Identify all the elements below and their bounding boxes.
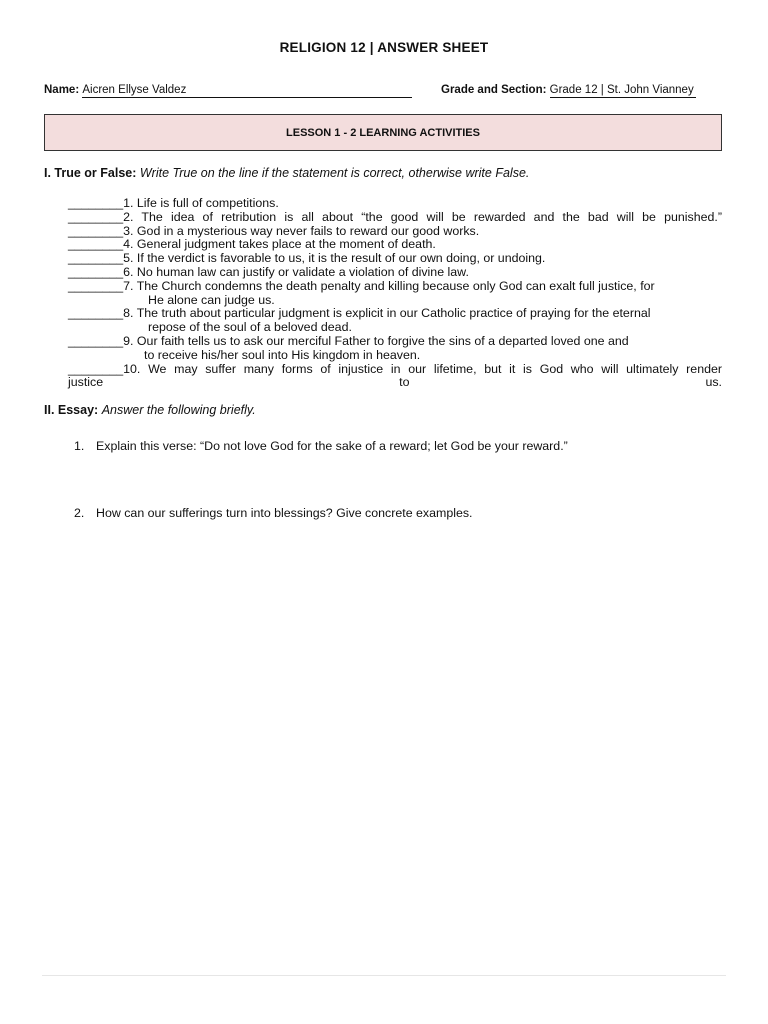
answer-blank: ________ <box>68 361 124 376</box>
item-continuation: to receive his/her soul into His kingdom in heaven. <box>144 347 421 362</box>
item-text: 4. General judgment takes place at the moment of death. <box>123 237 436 252</box>
list-item <box>68 266 722 280</box>
list-item <box>68 211 722 225</box>
essay-question <box>74 439 568 453</box>
list-item <box>68 238 722 252</box>
question-number: 1. <box>74 439 85 453</box>
answer-blank: ________ <box>68 209 124 224</box>
answer-blank: ________ <box>68 196 124 210</box>
lesson-banner <box>44 114 722 151</box>
grade-field: Grade 12 | St. John Vianney <box>549 84 694 96</box>
true-false-heading <box>44 166 529 180</box>
item-text: 9. Our faith tells us to ask our merciful Father to forgive the sins of a departed loved one and <box>123 333 629 348</box>
item-continuation: repose of the soul of a beloved dead. <box>148 320 352 335</box>
essay-question <box>74 506 473 520</box>
answer-blank: ________ <box>68 264 124 279</box>
answer-blank: ________ <box>68 333 124 348</box>
item-text: 2. The idea of retribution is all about “the good will be rewarded and the bad will be punished.” <box>123 209 722 224</box>
answer-blank: ________ <box>68 223 124 238</box>
name-field: Aicren Ellyse Valdez <box>82 84 412 98</box>
essay-title: II. Essay: <box>44 403 99 417</box>
question-text: Explain this verse: “Do not love God for the sake of a reward; let God be your reward.” <box>96 439 568 453</box>
grade-row <box>441 84 696 98</box>
answer-blank: ________ <box>68 306 124 321</box>
list-item <box>68 197 722 211</box>
question-number: 2. <box>74 506 85 520</box>
name-row <box>44 84 412 98</box>
list-item <box>68 335 722 363</box>
answer-blank: ________ <box>68 251 124 266</box>
item-text: 10. We may suffer many forms of injustice in our lifetime, but it is God who will ultimately render <box>123 361 722 376</box>
item-text: 8. The truth about particular judgment is explicit in our Catholic practice of praying for the eternal <box>123 306 651 321</box>
item-text: 1. Life is full of competitions. <box>123 196 279 210</box>
list-item <box>68 363 722 391</box>
lesson-banner-text: LESSON 1 - 2 LEARNING ACTIVITIES <box>286 126 480 139</box>
grade-label: Grade and Section: <box>441 84 547 96</box>
footer-divider <box>42 975 726 976</box>
list-item <box>68 280 722 308</box>
item-continuation: He alone can judge us. <box>148 292 275 307</box>
list-item <box>68 307 722 335</box>
list-item <box>68 252 722 266</box>
essay-heading <box>44 403 256 417</box>
name-label: Name: <box>44 84 80 96</box>
essay-instruction: Answer the following briefly. <box>101 403 256 417</box>
item-text: 3. God in a mysterious way never fails to reward our good works. <box>123 223 480 238</box>
item-text: 7. The Church condemns the death penalty and killing because only God can exalt full justice, for <box>123 278 655 293</box>
item-text: 5. If the verdict is favorable to us, it is the result of our own doing, or undoing. <box>123 251 546 266</box>
item-text: 6. No human law can justify or validate a violation of divine law. <box>123 264 469 279</box>
true-false-list <box>68 197 722 390</box>
answer-blank: ________ <box>68 278 124 293</box>
question-text: How can our sufferings turn into blessings? Give concrete examples. <box>96 506 473 520</box>
page-title: RELIGION 12 | ANSWER SHEET <box>279 40 489 55</box>
list-item <box>68 225 722 239</box>
item-continuation: justice to us. <box>68 375 722 390</box>
answer-blank: ________ <box>68 237 124 252</box>
true-false-title: I. True or False: <box>44 166 137 180</box>
true-false-instruction: Write True on the line if the statement is correct, otherwise write False. <box>139 166 530 180</box>
